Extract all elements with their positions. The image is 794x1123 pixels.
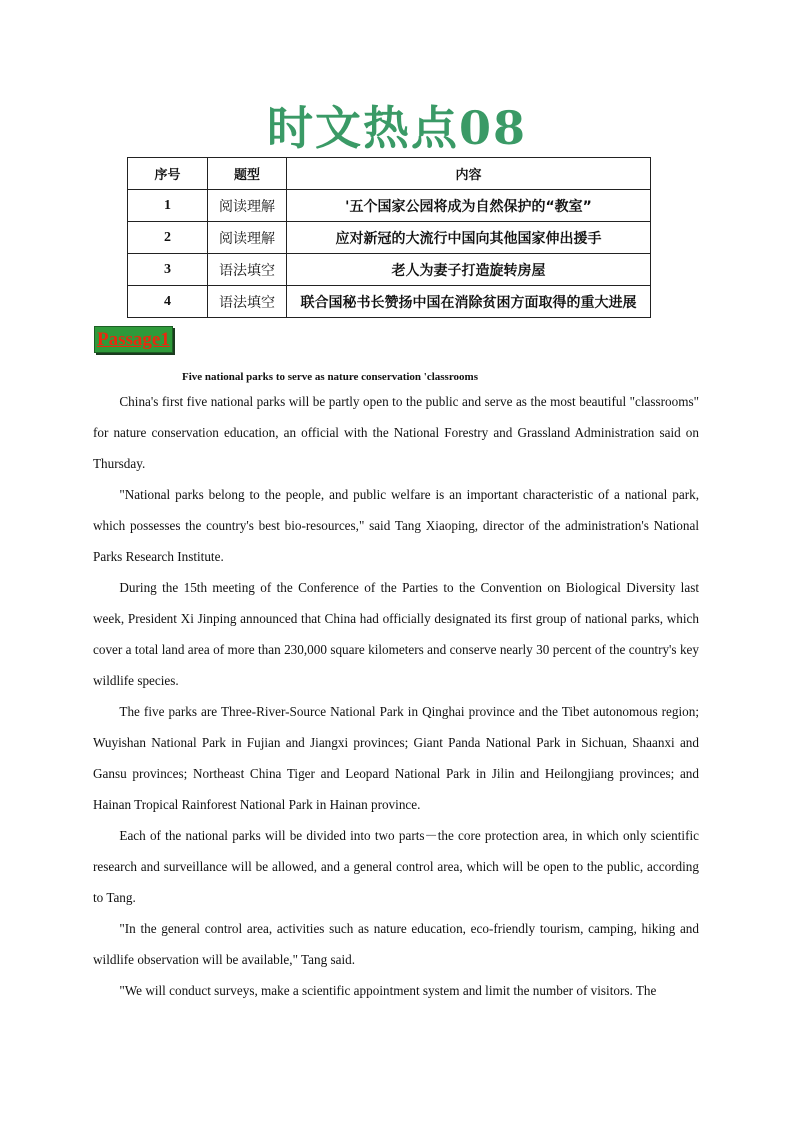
paragraph: During the 15th meeting of the Conference of the Parties to the Convention on Biological Diversity last week, President Xi Jinping announced that China had officially designated its first group of national parks, which cover a total land area of more than 230,000 square kilometers and conserve nearly 30 percent of the country's key wildlife species. [93, 580, 699, 688]
passage-subtitle: Five national parks to serve as nature conservation 'classrooms [182, 371, 478, 383]
paragraph: "National parks belong to the people, and public welfare is an important characteristic of a national park, which possesses the country's best bio-resources," said Tang Xiaoping, director of the administration's National Parks Research Institute. [93, 487, 699, 564]
paragraph: Each of the national parks will be divided into two parts－the core protection area, in which only scientific research and surveillance will be allowed, and a general control area, which will be open to the public, according to Tang. [93, 828, 699, 905]
row-number: 3 [128, 254, 208, 286]
paragraph: "In the general control area, activities such as nature education, eco-friendly tourism, camping, hiking and wildlife observation will be available," Tang said. [93, 921, 699, 967]
page-title: 时文热点08 [266, 101, 527, 155]
table-header-row [128, 158, 651, 190]
row-type: 阅读理解 [208, 190, 287, 222]
row-content: 联合国秘书长赞扬中国在消除贫困方面取得的重大进展 [287, 286, 651, 318]
row-content: '五个国家公园将成为自然保护的“教室” [287, 190, 651, 222]
row-type: 阅读理解 [208, 222, 287, 254]
row-number: 2 [128, 222, 208, 254]
table-row [128, 254, 651, 286]
table-row [128, 190, 651, 222]
table-row [128, 286, 651, 318]
row-content: 老人为妻子打造旋转房屋 [287, 254, 651, 286]
row-number: 4 [128, 286, 208, 318]
paragraph: The five parks are Three-River-Source National Park in Qinghai province and the Tibet autonomous region; Wuyishan National Park in Fujian and Jiangxi provinces; Giant Panda National Park in Sichuan, Shaanxi and Gansu provinces; Northeast China Tiger and Leopard National Park in Jilin and Heilongjiang provinces; and Hainan Tropical Rainforest National Park in Hainan province. [93, 704, 699, 812]
header-number: 序号 [128, 158, 208, 190]
row-type: 语法填空 [208, 286, 287, 318]
paragraph: "We will conduct surveys, make a scientific appointment system and limit the number of visitors. The [119, 983, 657, 998]
passage-label: Passage1 [94, 326, 173, 353]
table-row [128, 222, 651, 254]
row-type: 语法填空 [208, 254, 287, 286]
passage-body [93, 386, 699, 1006]
paragraph: China's first five national parks will be partly open to the public and serve as the most beautiful "classrooms" for nature conservation education, an official with the National Forestry and Grassland Administration said on Thursday. [93, 394, 699, 471]
row-number: 1 [128, 190, 208, 222]
header-content: 内容 [287, 158, 651, 190]
row-content: 应对新冠的大流行中国向其他国家伸出援手 [287, 222, 651, 254]
header-type: 题型 [208, 158, 287, 190]
contents-table [127, 157, 651, 318]
